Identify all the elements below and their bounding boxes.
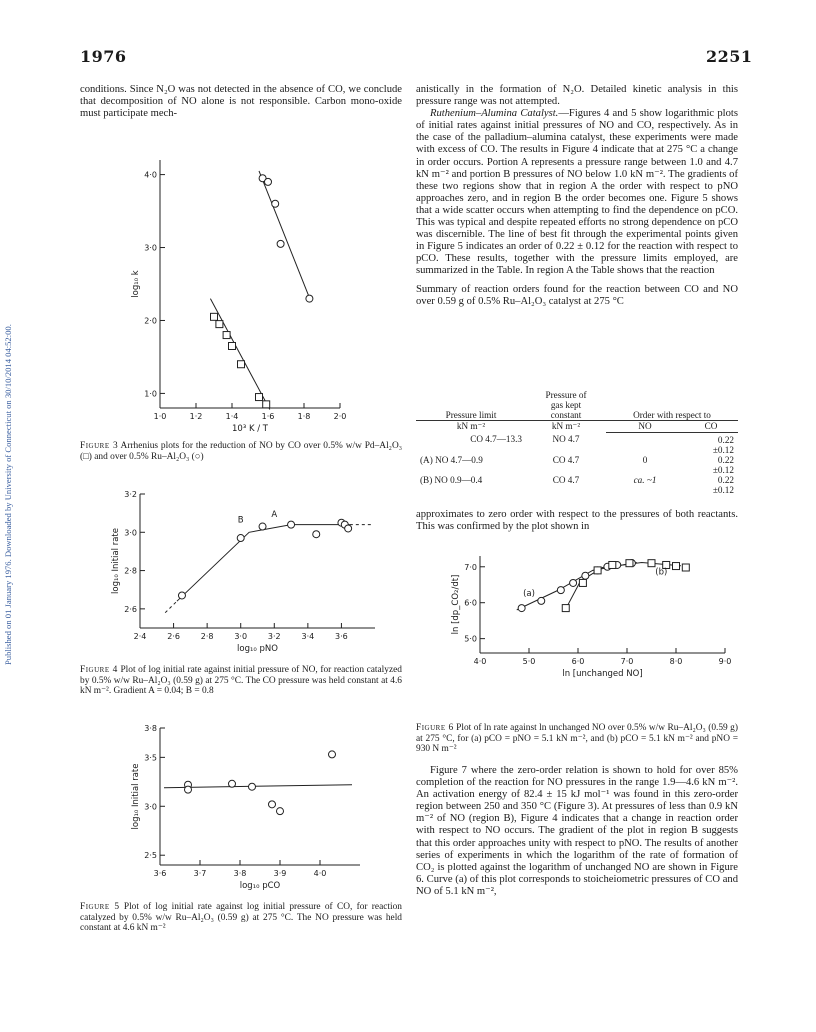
figure-4-label: Figure 4	[80, 665, 118, 675]
y-tick-label: 3·0	[124, 528, 137, 538]
x-tick-label: 2·0	[333, 412, 347, 421]
x-axis-label: log₁₀ pNO	[237, 644, 278, 654]
data-point-circle	[313, 531, 320, 538]
figure-3-caption-text: Arrhenius plots for the reduction of NO by CO over 0.5% w/w Pd–Al₂O₃ (□) and over 0.5% Ru–Al₂O₃ (○)	[80, 441, 402, 462]
row-co-err: ±0.12	[712, 444, 734, 455]
x-tick-label: 1·8	[297, 412, 311, 421]
data-point-circle	[582, 572, 589, 579]
data-point-square	[594, 567, 601, 574]
x-tick-label: 7·0	[620, 657, 634, 666]
table-row	[416, 455, 738, 475]
y-tick-label: 2·0	[144, 316, 157, 326]
x-tick-label: 3·6	[153, 869, 167, 878]
row-limit: CO 4.7—13.3	[470, 434, 522, 444]
data-point-circle	[259, 523, 266, 530]
x-tick-label: 4·0	[473, 657, 487, 666]
summary-table	[416, 390, 738, 495]
fit-line	[165, 601, 177, 612]
data-point-square	[609, 561, 616, 568]
y-tick-label: 3·0	[144, 243, 157, 253]
y-tick-label: 5·0	[464, 634, 477, 644]
y-tick-label: 6·0	[464, 598, 477, 608]
x-tick-label: 2·6	[167, 632, 180, 641]
row-const: CO 4.7	[552, 474, 580, 485]
y-tick-label: 3·8	[144, 724, 157, 733]
figure-5-label: Figure 5	[80, 902, 120, 912]
row-co-err: ±0.12	[712, 464, 734, 475]
data-point-circle	[249, 783, 256, 790]
table-row	[416, 475, 738, 495]
row-const: CO 4.7	[552, 454, 580, 465]
row-co: 0.22	[717, 474, 734, 485]
data-point-square	[216, 321, 223, 328]
right-paragraph-4: Figure 7 where the zero-order relation is shown to hold for over 85% completion of the reaction for NO pressures in the range 1.9—4.6 kN m⁻². An activation energy of 82.4 ± 15 kJ mol⁻¹ was found in this zero-order region between 250 and 350 °C (Figure 3). At pressures of less than 0.9 kN m⁻² of NO (region B), Figure 4 indicates that a change in reaction order with respect to NO occurs. The gradient of the plot in region B suggests that this order approaches unity with respect to pNO. The results of another series of experiments in which the logarithm of the rate of formation of CO₂ is plotted against the logarithm of unchanged NO are shown in Figure 6. Curve (a) of this plot corresponds to stoicheiometric pressures of CO and NO of 5.1 kN m⁻²,	[416, 765, 738, 897]
data-point-circle	[306, 295, 313, 302]
head-text: Pressure of	[545, 390, 587, 400]
figure-3-chart	[120, 150, 360, 435]
figure-4-chart	[110, 486, 390, 656]
annotation: (b)	[655, 567, 668, 578]
row-label: (A)	[420, 454, 433, 465]
data-point-circle	[229, 780, 236, 787]
data-point-square	[211, 313, 218, 320]
figure-5-chart	[120, 720, 380, 890]
x-tick-label: 1·4	[225, 412, 239, 421]
x-tick-label: 2·8	[200, 632, 214, 641]
data-point-circle	[345, 525, 352, 532]
data-point-square	[263, 401, 270, 408]
y-tick-label: 7·0	[464, 562, 477, 572]
figure-5-caption-text: Plot of log initial rate against log initial pressure of CO, for reaction catalyzed by 0.5% w/w Ru–Al₂O₃ (0.59 g) at 275 °C. The NO pressure was held constant at 4.6 kN m⁻²	[80, 902, 402, 934]
right-text-bottom	[416, 765, 738, 898]
data-point-circle	[277, 808, 284, 815]
y-tick-label: 3·2	[124, 490, 137, 499]
row-co-err: ±0.12	[712, 484, 734, 495]
y-axis-label: ln [dp_CO₂/dt]	[451, 574, 461, 635]
data-point-circle	[518, 605, 525, 612]
x-tick-label: 3·7	[193, 869, 207, 878]
x-axis-label: ln [unchanged NO]	[562, 669, 643, 679]
fit-line	[177, 525, 350, 602]
row-no: 0	[642, 454, 648, 465]
x-tick-label: 5·0	[522, 657, 536, 666]
table-title: Summary of reaction orders found for the reaction between CO and NO over 0.59 g of 0.5% Ru–Al₂O₃ catalyst at 275 °C	[416, 283, 738, 307]
row-limit: NO 0.9—0.4	[434, 474, 483, 485]
x-tick-label: 3·8	[233, 869, 247, 878]
annotation: A	[271, 509, 278, 520]
table-unit-1: kN m⁻²	[456, 421, 486, 431]
right-text-mid	[416, 509, 738, 533]
annotation: B	[237, 515, 244, 526]
fit-line	[210, 299, 269, 410]
data-point-circle	[265, 178, 272, 185]
figure-3-caption	[80, 441, 402, 462]
data-point-circle	[269, 801, 276, 808]
section-heading: Ruthenium–Alumina Catalyst.	[430, 108, 559, 120]
y-tick-label: 3·5	[144, 753, 157, 763]
table-row	[416, 432, 738, 455]
y-tick-label: 3·0	[144, 802, 157, 812]
data-point-circle	[277, 240, 284, 247]
data-point-circle	[329, 751, 336, 758]
x-tick-label: 3·9	[273, 869, 287, 878]
y-tick-label: 2·8	[124, 566, 137, 576]
figure-3-label: Figure 3	[80, 441, 119, 451]
y-axis-label: log₁₀ Initial rate	[111, 528, 121, 594]
page-number: 2251	[706, 47, 753, 66]
x-tick-label: 2·4	[133, 632, 147, 641]
download-notice-text[interactable]: Published on 01 January 1976. Downloaded by University of Connecticut on 30/10/2014 04:52:00.	[3, 324, 13, 665]
data-point-circle	[570, 579, 577, 586]
data-point-square	[648, 560, 655, 567]
figure-5-caption	[80, 902, 402, 934]
page-year: 1976	[80, 47, 127, 66]
data-point-circle	[178, 592, 185, 599]
table-head-order: Order with respect to	[633, 410, 711, 420]
x-axis-label: log₁₀ pCO	[239, 881, 281, 891]
x-tick-label: 4·0	[313, 869, 327, 878]
x-tick-label: 3·0	[234, 632, 248, 641]
data-point-circle	[185, 786, 192, 793]
data-point-square	[579, 579, 586, 586]
y-tick-label: 4·0	[144, 170, 157, 180]
fit-line	[517, 562, 637, 609]
data-point-square	[238, 361, 245, 368]
x-tick-label: 6·0	[571, 657, 585, 666]
x-tick-label: 1·2	[189, 412, 203, 421]
data-point-square	[626, 560, 633, 567]
figure-6-caption	[416, 723, 738, 755]
table-unit-2: kN m⁻²	[551, 421, 581, 431]
figure-4-caption-text: Plot of log initial rate against initial pressure of NO, for reaction catalyzed by 0.5% w/w Ru–Al₂O₃ (0.59 g) at 275 °C. The CO pressure was held constant at 4.6 kN m⁻². Gradient A = 0.04; B = 0.8	[80, 665, 402, 697]
data-point-square	[682, 564, 689, 571]
data-point-square	[256, 394, 263, 401]
row-label: (B)	[420, 474, 433, 485]
x-tick-label: 8·0	[669, 657, 683, 666]
y-tick-label: 1·0	[144, 389, 157, 399]
data-point-square	[223, 332, 230, 339]
right-paragraph-1: anistically in the formation of N₂O. Detailed kinetic analysis in this pressure range was not attempted.	[416, 84, 738, 108]
data-point-circle	[237, 535, 244, 542]
x-tick-label: 3·6	[335, 632, 348, 641]
y-tick-label: 2·5	[144, 851, 157, 861]
data-point-circle	[538, 597, 545, 604]
row-limit: NO 4.7—0.9	[435, 454, 483, 465]
table-head-limit: Pressure limit	[416, 410, 526, 421]
row-const: NO 4.7	[552, 434, 580, 444]
left-paragraph: conditions. Since N₂O was not detected in the absence of CO, we conclude that decomposition of NO alone is not responsible. Carbon mono-oxide must participate mech-	[80, 84, 402, 120]
figure-6-label: Figure 6	[416, 723, 454, 733]
row-no	[606, 432, 684, 455]
x-tick-label: 3·2	[267, 632, 281, 641]
head-text: gas kept	[550, 400, 582, 410]
figure-6-caption-text: Plot of ln rate against ln unchanged NO over 0.5% w/w Ru–Al₂O₃ (0.59 g) at 275 °C, for (a) pCO = pNO = 5.1 kN m⁻², and (b) pCO = 5.1 kN m⁻² and pNO = 930 N m⁻²	[416, 723, 738, 755]
right-paragraph-2	[416, 108, 738, 277]
x-tick-label: 3·4	[301, 632, 315, 641]
y-tick-label: 2·6	[124, 604, 137, 614]
table-head-constant	[526, 390, 606, 410]
fit-line	[259, 171, 311, 302]
right-text-top	[416, 84, 738, 308]
x-axis-label: 10³ K / T	[232, 424, 268, 434]
data-point-square	[562, 605, 569, 612]
annotation: (a)	[523, 589, 535, 600]
right-paragraph-2-text: —Figures 4 and 5 show logarithmic plots of initial rates against initial pressures of NO and CO, respectively. As in the case of the palladium–alumina catalyst, these experiments were made with excess of CO. The results in Figure 4 indicate that at 275 °C a change in order occurs. Portion A represents a pressure range between 1.0 and 4.7 kN m⁻² and portion B pressures of NO below 1.0 kN m⁻². The gradients of these two regions show that in region A the order with respect to pNO approaches zero, and in region B the order becomes one. Figure 5 shows that a wide scatter occurs when attempting to find the dependence on pCO. This was typical and despite repeated efforts no strong dependence on pCO was discernible. The line of best fit through the experimental points given in Figure 5 indicates an order of 0.22 ± 0.12 for the reaction with respect to pCO. These results, together with the pressure limits employed, are summarized in the Table. In region A the Table shows that the reaction	[416, 108, 738, 277]
left-text-top	[80, 84, 402, 120]
row-co: 0.22	[717, 434, 734, 445]
table-head-no: NO	[606, 421, 684, 433]
y-axis-label: log₁₀ Initial rate	[131, 763, 141, 830]
data-point-circle	[557, 587, 564, 594]
y-axis-label: log₁₀ k	[131, 270, 141, 298]
x-tick-label: 1·0	[153, 412, 167, 421]
table-head-constant-2: constant	[526, 410, 606, 421]
data-point-square	[673, 563, 680, 570]
right-paragraph-3: approximates to zero order with respect to the pressures of both reactants. This was confirmed by the plot shown in	[416, 509, 738, 533]
figure-6-chart	[440, 548, 730, 726]
row-no: ca. ~1	[633, 474, 657, 485]
data-point-circle	[272, 200, 279, 207]
data-point-circle	[288, 521, 295, 528]
row-co: 0.22	[717, 454, 734, 465]
x-tick-label: 9·0	[718, 657, 732, 666]
figure-4-caption	[80, 665, 402, 697]
data-point-square	[229, 343, 236, 350]
table-head-co: CO	[684, 421, 738, 433]
fit-line	[164, 785, 352, 788]
x-tick-label: 1·6	[261, 412, 275, 421]
